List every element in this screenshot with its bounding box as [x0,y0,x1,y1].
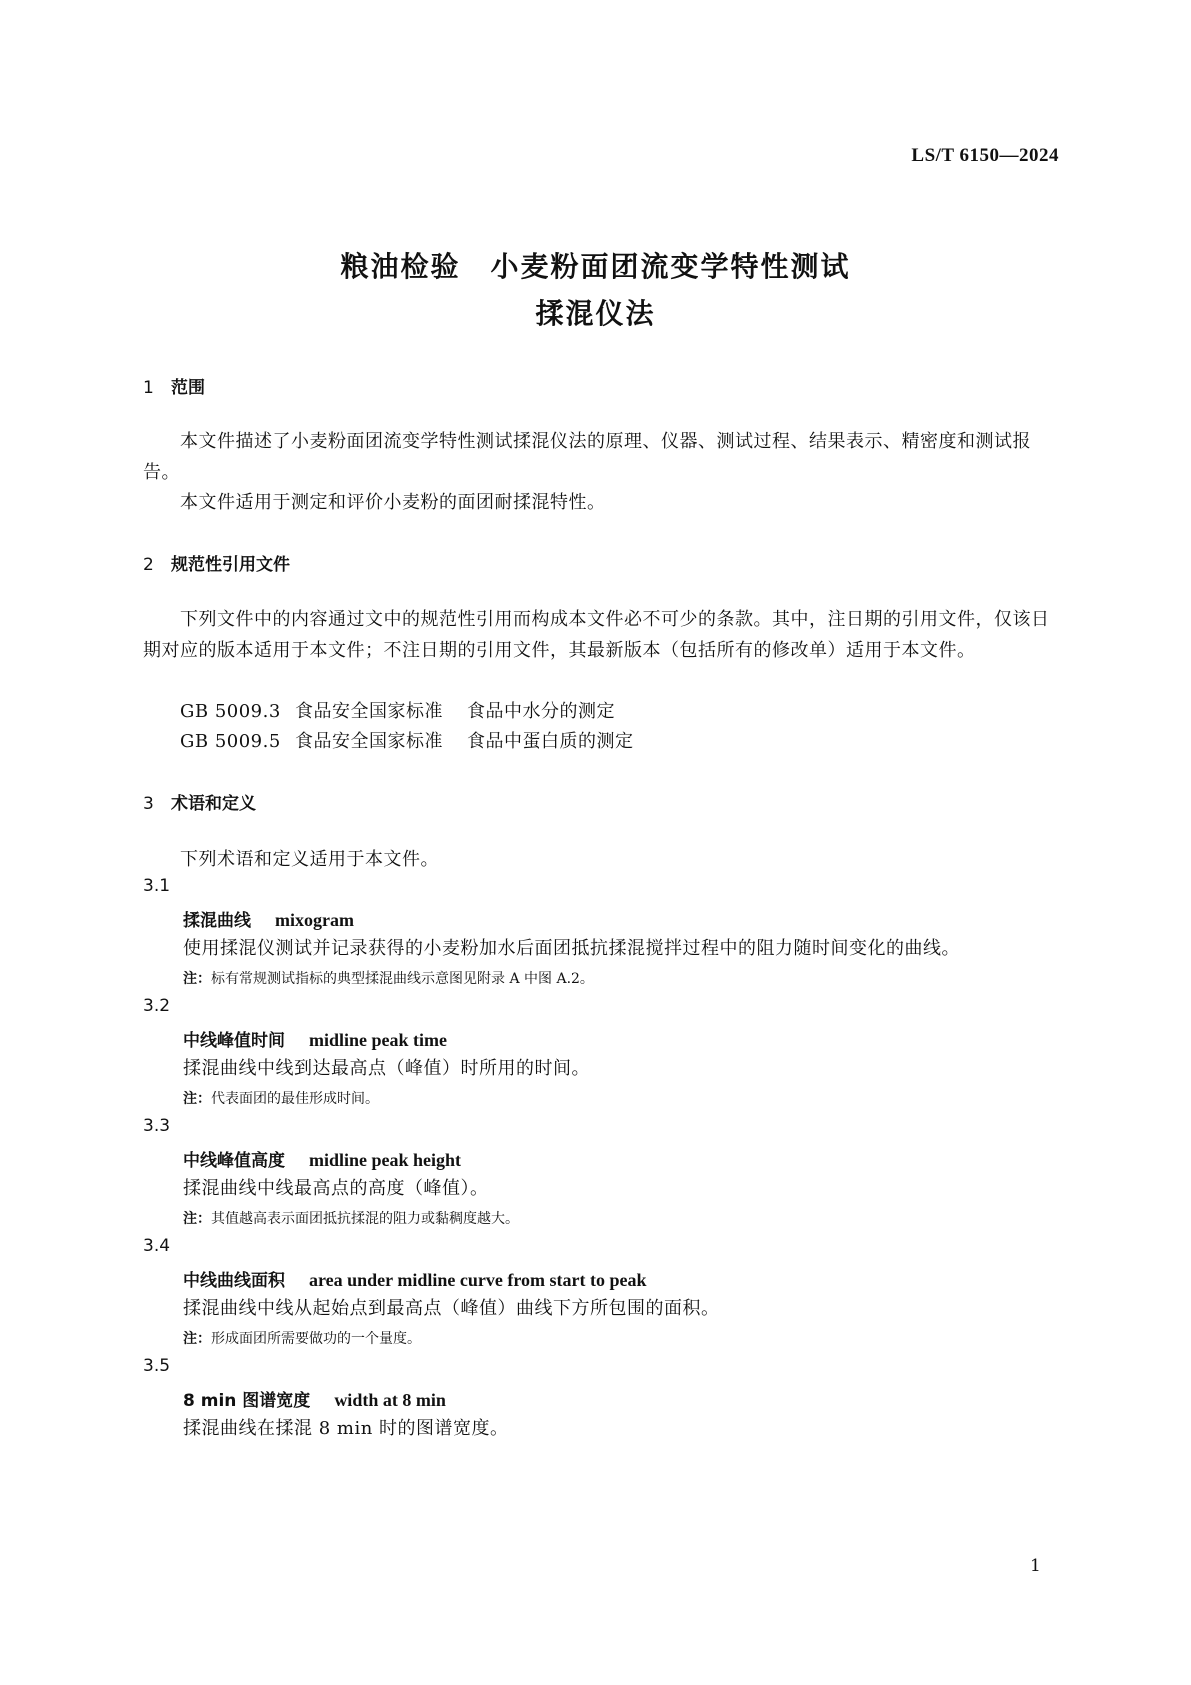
section-number: 1 [143,378,154,398]
term-name [183,1266,646,1291]
standard-code: LS/T 6150—2024 [911,145,1059,166]
term-number: 3.3 [143,1116,171,1136]
note-label: 注： [183,1211,211,1227]
note-text: 其值越高表示面团抵抗揉混的阻力或黏稠度越大。 [211,1211,519,1227]
term-note [183,968,594,988]
term-note [183,1088,379,1108]
section-heading-scope [143,373,205,398]
section-heading-normative-references [143,550,290,575]
term-name-en: area under midline curve from start to peak [309,1270,647,1290]
term-number: 3.2 [143,996,171,1016]
reference-title: 食品安全国家标准 [295,731,443,752]
document-subtitle: 揉混仪法 [535,297,656,330]
document-title: 粮油检验 小麦粉面团流变学特性测试 [340,250,851,283]
paragraph: 本文件描述了小麦粉面团流变学特性测试揉混仪法的原理、仪器、测试过程、结果表示、精密度和测试报告。 [143,431,1031,483]
term-name [183,1146,461,1171]
reference-item [180,697,615,723]
term-name-en: width at 8 min [334,1390,446,1410]
paragraph: 本文件适用于测定和评价小麦粉的面团耐揉混特性。 [180,492,606,513]
paragraph: 下列文件中的内容通过文中的规范性引用而构成本文件必不可少的条款。其中，注日期的引用文件，仅该日期对应的版本适用于本文件；不注日期的引用文件，其最新版本（包括所有的修改单）适用于本文件。 [143,609,1050,661]
section-title: 规范性引用文件 [171,555,290,575]
term-name [183,1026,447,1051]
term-definition: 使用揉混仪测试并记录获得的小麦粉加水后面团抵抗揉混搅拌过程中的阻力随时间变化的曲线。 [183,938,960,959]
term-name [183,906,354,931]
term-definition: 揉混曲线中线到达最高点（峰值）时所用的时间。 [183,1058,590,1079]
reference-title: 食品安全国家标准 [295,701,443,722]
term-note [183,1208,519,1228]
reference-code: GB 5009.3 [180,701,281,722]
section-title: 范围 [171,378,205,398]
reference-code: GB 5009.5 [180,731,281,752]
note-label: 注： [183,1331,211,1347]
term-name-en: midline peak height [309,1150,462,1170]
term-name-en: mixogram [275,910,354,930]
term-definition: 揉混曲线在揉混 8 min 时的图谱宽度。 [183,1418,509,1439]
term-note [183,1328,421,1348]
term-name-cn: 中线峰值高度 [183,1151,285,1171]
page-number: 1 [1030,1556,1041,1576]
reference-subtitle: 食品中水分的测定 [467,701,615,722]
section-heading-terms-and-definitions [143,789,256,814]
note-text: 形成面团所需要做功的一个量度。 [211,1331,421,1347]
section-number: 2 [143,555,154,575]
term-name-cn: 中线峰值时间 [183,1031,285,1051]
note-text: 代表面团的最佳形成时间。 [211,1091,379,1107]
note-text: 标有常规测试指标的典型揉混曲线示意图见附录 A 中图 A.2。 [211,971,594,987]
section-intro: 下列术语和定义适用于本文件。 [180,849,439,870]
term-name-cn: 揉混曲线 [183,911,251,931]
term-definition: 揉混曲线中线最高点的高度（峰值）。 [183,1178,489,1199]
note-label: 注： [183,1091,211,1107]
term-name-cn: 8 min 图谱宽度 [183,1391,311,1411]
term-number: 3.1 [143,876,171,896]
term-name [183,1386,446,1411]
term-number: 3.4 [143,1236,171,1256]
term-name-en: midline peak time [309,1030,447,1050]
term-definition: 揉混曲线中线从起始点到最高点（峰值）曲线下方所包围的面积。 [183,1298,720,1319]
note-label: 注： [183,971,211,987]
section-title: 术语和定义 [171,794,256,814]
term-number: 3.5 [143,1356,171,1376]
term-name-cn: 中线曲线面积 [183,1271,285,1291]
reference-subtitle: 食品中蛋白质的测定 [467,731,634,752]
reference-item [180,727,634,753]
section-number: 3 [143,794,154,814]
